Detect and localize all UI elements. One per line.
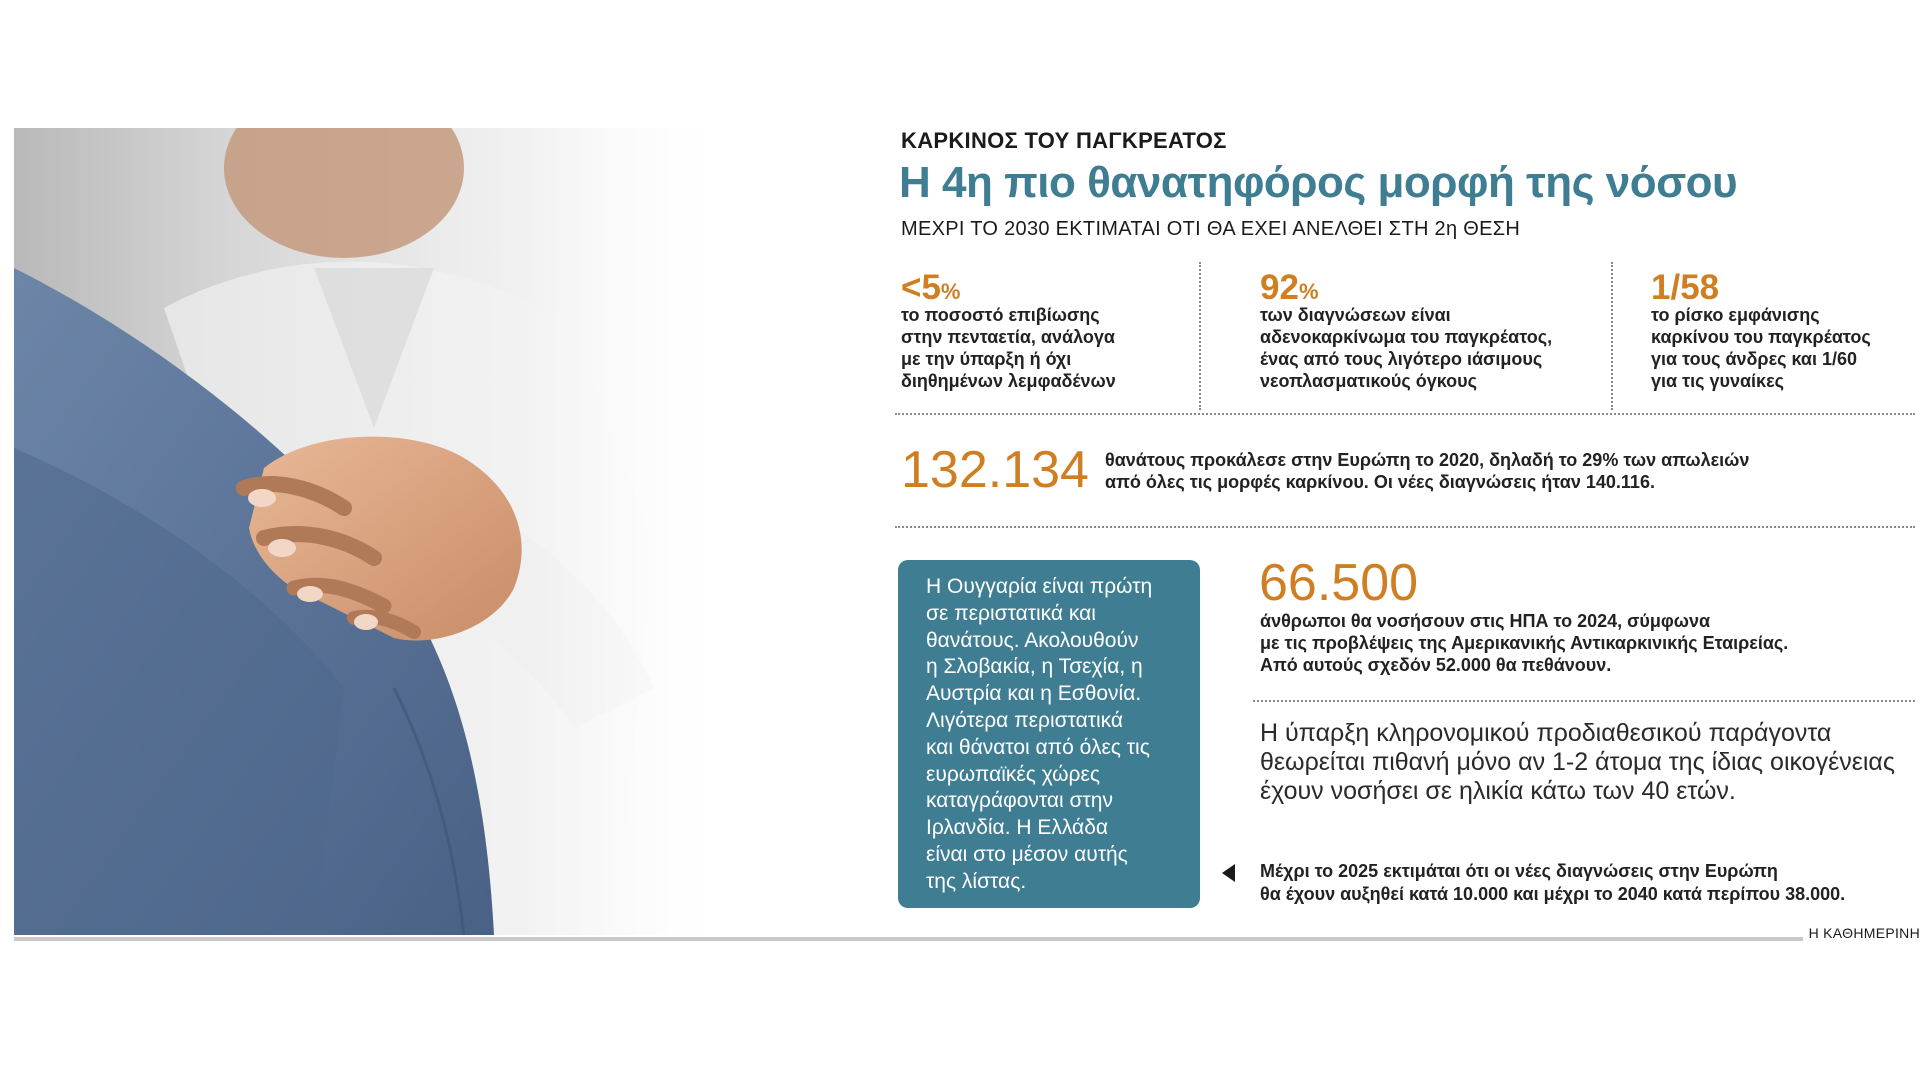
hero-photo	[14, 128, 744, 935]
stat-adenocarcinoma-number: 92	[1260, 268, 1299, 307]
stat-survival-line: το ποσοστό επιβίωσης	[901, 305, 1100, 325]
photo-fade	[14, 128, 744, 935]
ranking-line: Αυστρία και η Εσθονία.	[926, 682, 1142, 706]
ranking-line: της λίστας.	[926, 869, 1027, 893]
stat-survival-text	[901, 304, 1116, 392]
stat-adenocarcinoma-line: των διαγνώσεων είναι	[1260, 305, 1451, 325]
bottom-rule	[14, 937, 1907, 941]
hereditary-text	[1260, 719, 1920, 806]
ranking-line: είναι στο μέσον αυτής	[926, 842, 1128, 866]
headline: Η 4η πιο θανατηφόρος μορφή της νόσου	[899, 158, 1738, 207]
hereditary-line: θεωρείται πιθανή μόνο αν 1-2 άτομα της ίδιας οικογένειας	[1260, 748, 1895, 776]
deaths-text	[1105, 449, 1749, 493]
stat-adenocarcinoma-value	[1260, 270, 1319, 305]
ranking-line: Η Ουγγαρία είναι πρώτη	[926, 575, 1153, 598]
stat-risk-value	[1651, 270, 1719, 305]
forecast-line: θα έχουν αυξηθεί κατά 10.000 και μέχρι το 2040 κατά περίπου 38.000.	[1260, 884, 1846, 904]
ranking-line: Λιγότερα περιστατικά	[926, 708, 1124, 732]
usa-line: με τις προβλέψεις της Αμερικανικής Αντικαρκινικής Εταιρείας.	[1260, 633, 1789, 653]
stat-adenocarcinoma-unit: %	[1298, 279, 1319, 304]
deaths-value: 132.134	[901, 441, 1089, 499]
ranking-line: και θάνατοι από όλες τις	[926, 735, 1150, 759]
stat-risk-text	[1651, 304, 1871, 392]
usa-text	[1260, 610, 1788, 676]
stat-adenocarcinoma-line: νεοπλασματικούς όγκους	[1260, 371, 1477, 391]
stat-risk-line: για τους άνδρες και 1/60	[1651, 349, 1858, 369]
stat-risk-number: 1/58	[1651, 268, 1720, 307]
publisher-brand: Η ΚΑΘΗΜΕΡΙΝΗ	[1803, 925, 1920, 941]
stat-risk-line: το ρίσκο εμφάνισης	[1651, 305, 1820, 325]
usa-value: 66.500	[1259, 554, 1419, 612]
divider-horizontal	[895, 526, 1915, 528]
ranking-line: καταγράφονται στην	[926, 789, 1113, 813]
stat-survival-line: στην πενταετία, ανάλογα	[901, 327, 1115, 347]
ranking-line: Ιρλανδία. Η Ελλάδα	[926, 816, 1109, 840]
divider-vertical	[1199, 262, 1201, 410]
subhead: ΜΕΧΡΙ ΤΟ 2030 ΕΚΤΙΜΑΤΑΙ ΟΤΙ ΘΑ ΕΧΕΙ ΑΝΕΛΘΕΙ ΣΤΗ 2η ΘΕΣΗ	[901, 218, 1521, 240]
divider-horizontal	[895, 413, 1915, 415]
stat-adenocarcinoma-line: ένας από τους λιγότερο ιάσιμους	[1260, 349, 1543, 369]
forecast-text	[1260, 860, 1845, 906]
stat-risk-line: για τις γυναίκες	[1651, 371, 1784, 391]
usa-line: άνθρωποι θα νοσήσουν στις ΗΠΑ το 2024, σύμφωνα	[1260, 611, 1711, 631]
ranking-box	[898, 560, 1200, 908]
arrow-left-icon	[1222, 864, 1235, 882]
stat-adenocarcinoma-text	[1260, 304, 1552, 392]
hereditary-line: Η ύπαρξη κληρονομικού προδιαθεσικού παράγοντα	[1260, 719, 1832, 747]
stat-survival-number: <5	[901, 268, 941, 307]
kicker: ΚΑΡΚΙΝΟΣ ΤΟΥ ΠΑΓΚΡΕΑΤΟΣ	[901, 128, 1227, 153]
ranking-line: θανάτους. Ακολουθούν	[926, 628, 1139, 652]
stat-survival-value	[901, 270, 960, 305]
divider-vertical	[1611, 262, 1613, 410]
ranking-line: σε περιστατικά και	[926, 601, 1096, 625]
stat-survival-unit: %	[940, 279, 961, 304]
divider-horizontal	[1253, 700, 1915, 702]
deaths-line: θανάτους προκάλεσε στην Ευρώπη το 2020, δηλαδή το 29% των απωλειών	[1105, 450, 1750, 470]
stat-adenocarcinoma-line: αδενοκαρκίνωμα του παγκρέατος,	[1260, 327, 1553, 347]
hereditary-line: έχουν νοσήσει σε ηλικία κάτω των 40 ετών.	[1260, 777, 1736, 805]
stat-survival-line: διηθημένων λεμφαδένων	[901, 371, 1116, 391]
forecast-line: Μέχρι το 2025 εκτιμάται ότι οι νέες διαγνώσεις στην Ευρώπη	[1260, 861, 1778, 881]
stat-survival-line: με την ύπαρξη ή όχι	[901, 349, 1072, 369]
ranking-line: ευρωπαϊκές χώρες	[926, 762, 1100, 786]
deaths-line: από όλες τις μορφές καρκίνου. Οι νέες διαγνώσεις ήταν 140.116.	[1105, 472, 1655, 492]
ranking-line: η Σλοβακία, η Τσεχία, η	[926, 655, 1143, 679]
usa-line: Από αυτούς σχεδόν 52.000 θα πεθάνουν.	[1260, 655, 1612, 675]
stat-risk-line: καρκίνου του παγκρέατος	[1651, 327, 1871, 347]
